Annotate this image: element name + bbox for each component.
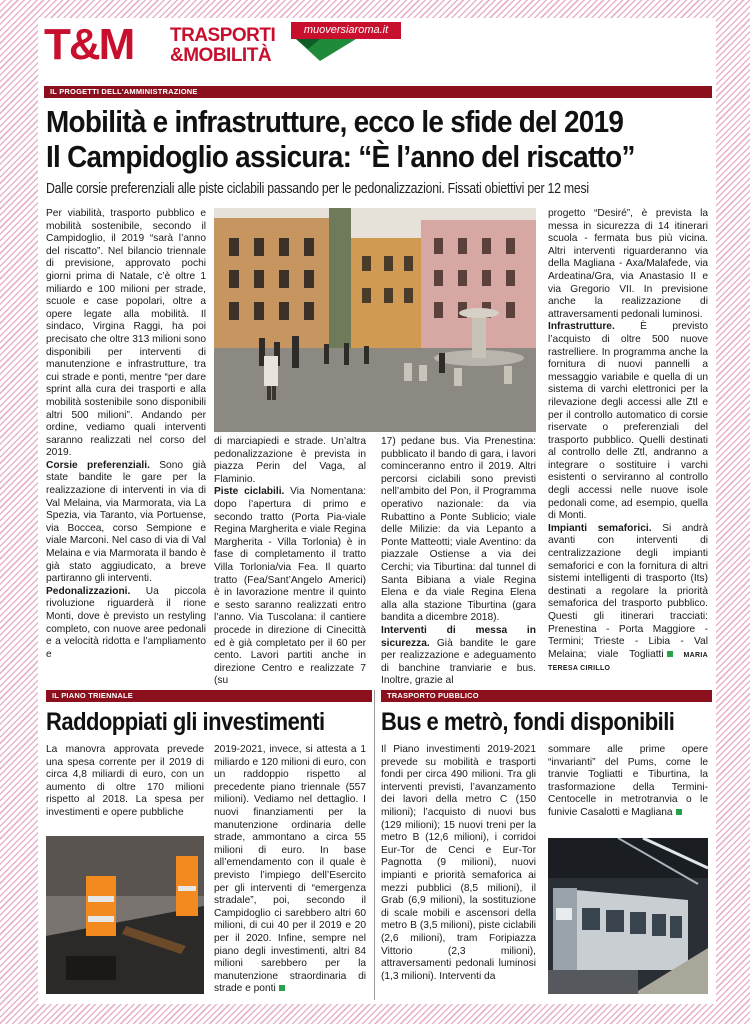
main-column-4 — [548, 208, 708, 698]
main-col1-corsie: Sono già state bandite le gare per la realizzazione di interventi in via di Val Melaina, via Marmorata, via La Spezia, via Taranto, via Portuense, via Boccea, corso Sempione e viale Marconi. Nel caso di via di Val Melaina e via Marmorata il bando è già stato aggiudicato, a breve partiranno gli interventi. — [46, 459, 206, 585]
newspaper-page — [38, 18, 716, 1004]
headline-line-1: Mobilità e infrastrutture, ecco le sfide del 2019 — [46, 104, 624, 139]
heading-sicurezza: Interventi di messa in sicurezza. — [381, 624, 536, 649]
main-col2-piste: Via Nomentana: dopo l’apertura di primo e secondo tratto (Porta Pia-viale Regina Margherita e viale Regina Margherita - Villa Torlonia) è in fase di completamento il tratto Villa Torlonia/via Fea. Il quarto tratto (Fea/Sant’Angelo Americi) è in lavorazione mentre il quinto e sesto saranno realizzati entro l’anno. Via Tuscolana: il cantiere procede in direzione di Cinecittà ed è già completato per il 60 per cento. Lavori partiti anche in direzione Centro e realizzate 7 (su — [214, 486, 366, 687]
green-square-icon — [279, 985, 285, 991]
main-col4-infrastrutture: È previsto l’acquisto di oltre 500 nuove rastrelliere. In programma anche la fornitura di nuovi pannelli a messaggio variabile e quella di un sistema di varchi elettronici per la rilevazione degli accessi alle Ztl e per il controllo automatico di corsie riservate o preferenziali del trasporto pubblico. Quelli destinati al controllo delle Ztl, andranno a integrare o sostituire i varchi esistenti o serviranno al controllo degli accessi nelle nuove isole pedonali come, ad esempio, quella di Monti. — [548, 321, 708, 522]
main-column-2 — [214, 436, 366, 698]
byline: MARIA TERESA CIRILLO — [548, 651, 708, 673]
left-story-col1-text: La manovra approvata prevede una spesa corrente per il 2019 di circa 4,8 miliardi di euro, con un aumento di oltre 170 milioni rispetto al 2018. La spesa per investimenti e opere pubbliche — [46, 744, 204, 818]
right-story-col1-text: Il Piano investimenti 2019-2021 prevede su mobilità e trasporti fondi per circa 490 milioni. Tra gli interventi previsti, l’avanzamento dei lavori della metro C (150 milioni); l’acquisto di nuovi bus (129 milioni); 15 nuovi treni per la metro B (12,6 milioni), i corridoi Eur-Tor de Cenci e Eur-Tor Pagnotta (9 milioni), nuovi impianti e priorità semaforica ai mezzi pubblici (8,5 milioni), il Grab (6,9 milioni), la sostituzione di scale mobili e ascensori della metro B (3,5 milioni), piste ciclabili (2,6 milioni), tram Foripiazza Vittorio (2,3 milioni), attraversamenti pedonali luminosi (1,3 milioni). Interventi da — [381, 744, 536, 982]
main-col2-intro: di marciapiedi e strade. Un’altra pedonalizzazione è prevista in piazza Perin del Vaga, al Flaminio. — [214, 436, 366, 485]
main-column-3 — [381, 436, 536, 698]
logo-word-trasporti: TRASPORTI — [170, 25, 276, 46]
flag-ribbon-icon — [296, 39, 356, 61]
main-col4-intro: progetto “Desiré”, è prevista la messa in sicurezza di 14 itinerari scuola - fermata bus più vicina. Altri interventi riguarderanno via della Magliana - Axa/Malafede, via Ardeatina/Gra, via Anastasio II e via Gregorio VII. In previsione anche la realizzazione di attraversamenti pedonali luminosi. — [548, 208, 708, 320]
headline-line-2: Il Campidoglio assicura: “È l’anno del riscatto” — [46, 139, 635, 174]
tm-logo — [44, 20, 284, 70]
logo-mark: T&M — [44, 20, 134, 69]
main-col4-semafori: Si andrà avanti con interventi di centralizzazione degli impianti semaforici e con la fornitura di altri sistemi intelligenti di trasporto (Its) destinati a regolare la priorità semaforica del trasporto pubblico. Questi gli itinerari tracciati: Prenestina - Porta Maggiore - Termini; Trieste - Libia - Val Melaina; viale Togliatti — [548, 522, 708, 660]
main-col1-intro: Per viabilità, trasporto pubblico e mobilità sostenibile, secondo il Campidoglio, il 2019 “sarà l’anno del riscatto”. Nel bilancio triennale di previsione, approvato pochi giorni prima di Natale, c’è oltre 1 miliardo e 100 milioni per strade, scuole e case popolari, oltre a opere legate alla mobilità. Il sindaco, Virgina Raggi, ha poi precisato che oltre 313 milioni sono disponibili per interventi di manutenzione e infrastrutture, tra cui strade e ponti, mentre “per dare sprint alla cura dei trasporti e alla mobilità sostenibile sono disponibili altri 500 milioni”. Andando per ordine, vediamo quali interventi saranno realizzati nel corso del 2019. — [46, 208, 206, 459]
right-story-column-2 — [548, 744, 708, 838]
left-story-col2-text: 2019-2021, invece, si attesta a 1 miliardo e 120 milioni di euro, con un raddoppio rispetto al precedente piano triennale (557 milioni). Vediamo nel dettaglio. I nuovi finanziamenti per la manutenzione ordinaria delle strade, ammontano a circa 55 milioni di euro. In base all’emendamento con il quale è previsto l’impiego dell’Esercito per gli interventi di “emergenza stradale”, poi, secondo il Campidoglio ci sarebbero altri 60 milioni, di cui 40 per il 2019 e 20 per il 2020. Infine, sempre nel piano degli investimenti, altri 84 milioni sarebbero per la manutenzione straordinaria di strade e ponti — [214, 744, 366, 995]
road-works-photo — [46, 836, 204, 994]
green-square-icon — [676, 809, 682, 815]
subheadline: Dalle corsie preferenziali alle piste ciclabili passando per le pedonalizzazioni. Fissati obiettivi per 12 mesi — [46, 180, 589, 197]
right-story-col2-text: sommare alle prime opere “invarianti” del Pums, come le tranvie Togliatti e Tiburtina, la trasformazione della Termini-Centocelle in metrotranvia o le funivie Casalotti e Magliana — [548, 744, 708, 818]
main-col3-intro: 17) pedane bus. Via Prenestina: pubblicato il bando di gara, i lavori cominceranno entro il 2019. Altri percorsi ciclabili sono previsti nell’ambito del Pon, il Programma operativo nazionale: da via Rubattino a Ponte Sublicio; viale delle Milizie: da via Lepanto a Ponte Matteotti; viale Aventino: da piazzale Ostiense a via dei Cerchi; via Tiburtina: dal tunnel di Santa Bibiana a viale Regina Elena e da viale Regina Elena alla alla stazione Tiburtina (gara bandita a dicembre 2018). — [381, 436, 536, 624]
logo-word-mobilita: &MOBILITÀ — [170, 45, 272, 66]
heading-pedonalizzazioni: Pedonalizzazioni. — [46, 585, 131, 597]
right-story-title: Bus e metrò, fondi disponibili — [381, 708, 675, 736]
section-bar-piano: IL PIANO TRIENNALE — [46, 690, 372, 702]
column-divider — [374, 690, 375, 1000]
section-bar-main: IL PROGETTI DELL'AMMINISTRAZIONE — [44, 86, 712, 98]
heading-semafori: Impianti semaforici. — [548, 522, 652, 534]
site-url[interactable]: muoversiaroma.it — [291, 22, 401, 39]
headline — [46, 104, 714, 174]
heading-corsie: Corsie preferenziali. — [46, 459, 150, 471]
left-story-title: Raddoppiati gli investimenti — [46, 708, 325, 736]
main-col1-pedonalizzazioni: Ua piccola rivoluzione riguarderà il rione Monti, dove è previsto un restyling completo, con nuove aree pedonali e a velocità ridotta e l’ampliamento e — [46, 585, 206, 660]
heading-piste: Piste ciclabili. — [214, 486, 285, 498]
main-column-1 — [46, 208, 206, 698]
heading-infrastrutture: Infrastrutture. — [548, 321, 615, 333]
green-square-icon — [667, 651, 673, 657]
metro-train-photo — [548, 838, 708, 994]
piazza-photo — [214, 208, 536, 432]
section-bar-trasporto: TRASPORTO PUBBLICO — [381, 690, 712, 702]
right-story-column-1 — [381, 744, 536, 1002]
left-story-column-2 — [214, 744, 366, 1002]
main-col3-sicurezza: Già bandite le gare per realizzazione e adeguamento di banchine tranviarie e bus. Inoltre, grazie al — [381, 637, 536, 687]
left-story-column-1 — [46, 744, 204, 838]
